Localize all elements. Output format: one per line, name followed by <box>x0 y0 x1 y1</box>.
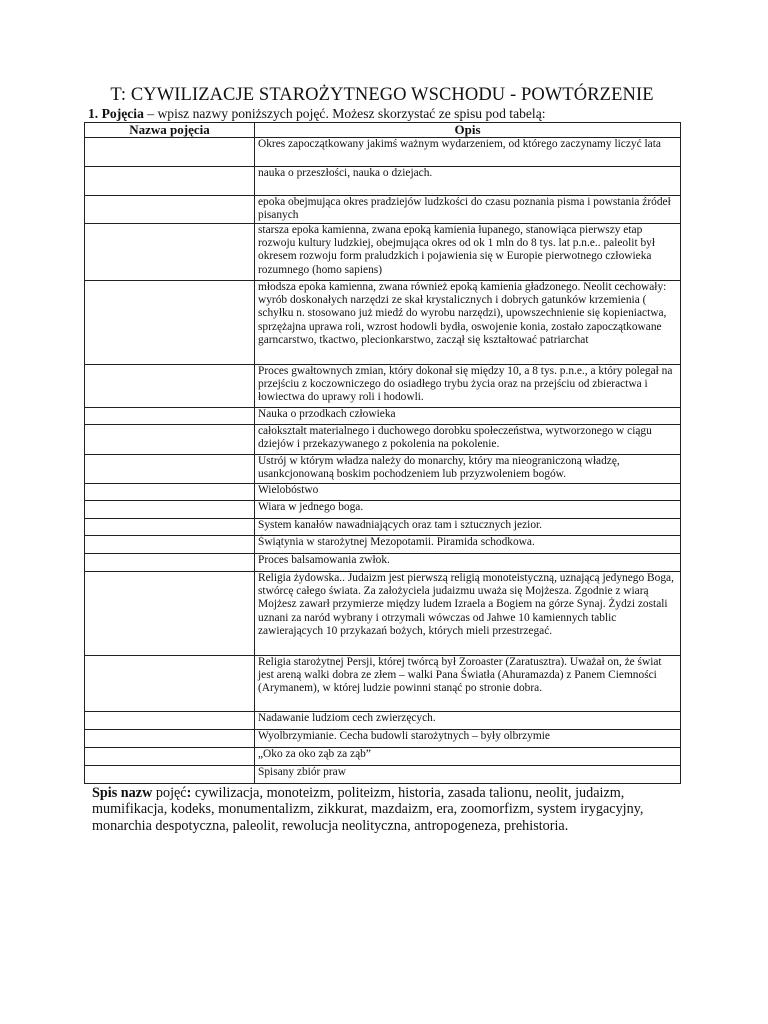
instruction-text: – wpisz nazwy poniższych pojęć. Możesz skorzystać ze spisu pod tabelą: <box>143 106 546 121</box>
term-description-cell: Nadawanie ludziom cech zwierzęcych. <box>255 712 681 730</box>
names-list-text: cywilizacja, monoteizm, politeizm, historia, zasada talionu, neolit, judaizm, mumifikacja, kodeks, monumentalizm, zikkurat, mazdaizm, era, zoomorfizm, system irygacyjny, monarchia despotyczna, paleolit, rewolucja neolityczna, antropogeneza, prehistoria. <box>92 785 644 834</box>
table-row <box>85 224 681 281</box>
table-row <box>85 138 681 167</box>
names-list <box>92 785 692 834</box>
table-row <box>85 572 681 656</box>
instruction <box>88 106 680 122</box>
table-row <box>85 536 681 554</box>
term-description-cell: Ustrój w którym władza należy do monarchy, który ma nieograniczoną władzę, usankcjonowaną boskim pochodzeniem lub przyzwoleniem bogów. <box>255 455 681 484</box>
names-list-colon: : <box>186 785 192 801</box>
table-header-row <box>85 123 681 138</box>
table-row <box>85 281 681 365</box>
table-row <box>85 501 681 519</box>
term-name-cell[interactable] <box>85 501 255 519</box>
term-name-cell[interactable] <box>85 138 255 167</box>
term-name-cell[interactable] <box>85 224 255 281</box>
table-row <box>85 484 681 501</box>
table-row <box>85 748 681 766</box>
term-name-cell[interactable] <box>85 425 255 455</box>
term-description-cell: Religia starożytnej Persji, której twórcą był Zoroaster (Zaratusztra). Uważał on, że świat jest areną walki dobra ze złem – walki Pana Światła (Ahuramazda) z Panem Ciemności (Arymanem), w której ludzie powinni stanąć po stronie dobra. <box>255 656 681 712</box>
term-name-cell[interactable] <box>85 365 255 408</box>
table-row <box>85 455 681 484</box>
term-name-cell[interactable] <box>85 484 255 501</box>
worksheet <box>84 84 680 834</box>
table-row <box>85 712 681 730</box>
table-row <box>85 656 681 712</box>
names-list-label: Spis nazw <box>92 785 153 801</box>
names-list-label-rest: pojęć <box>152 785 187 801</box>
term-name-cell[interactable] <box>85 408 255 425</box>
header-term-name: Nazwa pojęcia <box>85 123 255 138</box>
table-row <box>85 167 681 196</box>
term-description-cell: Wielobóstwo <box>255 484 681 501</box>
term-name-cell[interactable] <box>85 281 255 365</box>
term-description-cell: epoka obejmująca okres pradziejów ludzkości do czasu poznania pisma i powstania źródeł pisanych <box>255 196 681 224</box>
term-description-cell: „Oko za oko ząb za ząb” <box>255 748 681 766</box>
term-name-cell[interactable] <box>85 519 255 536</box>
term-description-cell: Wiara w jednego boga. <box>255 501 681 519</box>
term-name-cell[interactable] <box>85 455 255 484</box>
term-name-cell[interactable] <box>85 554 255 572</box>
table-row <box>85 730 681 748</box>
table-row <box>85 365 681 408</box>
term-description-cell: nauka o przeszłości, nauka o dziejach. <box>255 167 681 196</box>
term-name-cell[interactable] <box>85 766 255 784</box>
term-description-cell: Nauka o przodkach człowieka <box>255 408 681 425</box>
term-name-cell[interactable] <box>85 656 255 712</box>
term-description-cell: Świątynia w starożytnej Mezopotamii. Piramida schodkowa. <box>255 536 681 554</box>
term-description-cell: System kanałów nawadniających oraz tam i sztucznych jezior. <box>255 519 681 536</box>
term-description-cell: Okres zapoczątkowany jakimś ważnym wydarzeniem, od którego zaczynamy liczyć lata <box>255 138 681 167</box>
term-description-cell: Proces balsamowania zwłok. <box>255 554 681 572</box>
term-description-cell: całokształt materialnego i duchowego dorobku społeczeństwa, wytworzonego w ciągu dziejów i przekazywanego z pokolenia na pokolenie. <box>255 425 681 455</box>
term-description-cell: młodsza epoka kamienna, zwana również epoką kamienia gładzonego. Neolit cechowały: wyrób doskonałych narzędzi ze skał krystalicznych i dobrych gatunków krzemienia ( schyłku n. stosowano już miedź do wyrobu narzędzi), upowszechnienie się kopieniactwa, sprzężajna uprawa roli, wzrost hodowli bydła, oswojenie konia, zostało zapoczątkowane garncarstwo, tkactwo, plecionkarstwo, zaczął się kształtować patriarchat <box>255 281 681 365</box>
term-name-cell[interactable] <box>85 730 255 748</box>
term-description-cell: Proces gwałtownych zmian, który dokonał się między 10, a 8 tys. p.n.e., a który polegał na przejściu z koczowniczego do osiadłego trybu życia oraz na przejściu od zbieractwa i łowiectwa do uprawy roli i hodowli. <box>255 365 681 408</box>
term-name-cell[interactable] <box>85 712 255 730</box>
table-row <box>85 554 681 572</box>
term-description-cell: Wyolbrzymianie. Cecha budowli starożytnych – były olbrzymie <box>255 730 681 748</box>
table-body <box>85 138 681 784</box>
term-name-cell[interactable] <box>85 536 255 554</box>
term-name-cell[interactable] <box>85 572 255 656</box>
term-description-cell: starsza epoka kamienna, zwana epoką kamienia łupanego, stanowiąca pierwszy etap rozwoju kultury ludzkiej, obejmująca okres od ok 1 mln do 8 tys. lat p.n.e.. paleolit był okresem rozwoju form praludzkich i pojawienia się w Europie pierwotnego człowieka rozumnego (homo sapiens) <box>255 224 681 281</box>
table-row <box>85 196 681 224</box>
page-title: T: CYWILIZACJE STAROŻYTNEGO WSCHODU - POWTÓRZENIE <box>110 85 654 105</box>
table-row <box>85 425 681 455</box>
term-description-cell: Religia żydowska.. Judaizm jest pierwszą religią monoteistyczną, uznającą jedynego Boga, stwórcę całego świata. Za założyciela judaizmu uważa się Mojżesza. Zgodnie z wiarą Mojżesz zawarł przymierze między ludem Izraela a Bogiem na górze Synaj. Żydzi zostali uznani za naród wybrany i otrzymali wówczas od Jahwe 10 kamiennych tablic zawierających 10 przykazań bożych, których mieli przestrzegać. <box>255 572 681 656</box>
header-description: Opis <box>255 123 681 138</box>
table-row <box>85 408 681 425</box>
table-row <box>85 766 681 784</box>
term-name-cell[interactable] <box>85 196 255 224</box>
terms-table <box>84 122 681 784</box>
term-description-cell: Spisany zbiór praw <box>255 766 681 784</box>
instruction-number: 1. Pojęcia <box>88 106 144 121</box>
term-name-cell[interactable] <box>85 167 255 196</box>
table-row <box>85 519 681 536</box>
term-name-cell[interactable] <box>85 748 255 766</box>
